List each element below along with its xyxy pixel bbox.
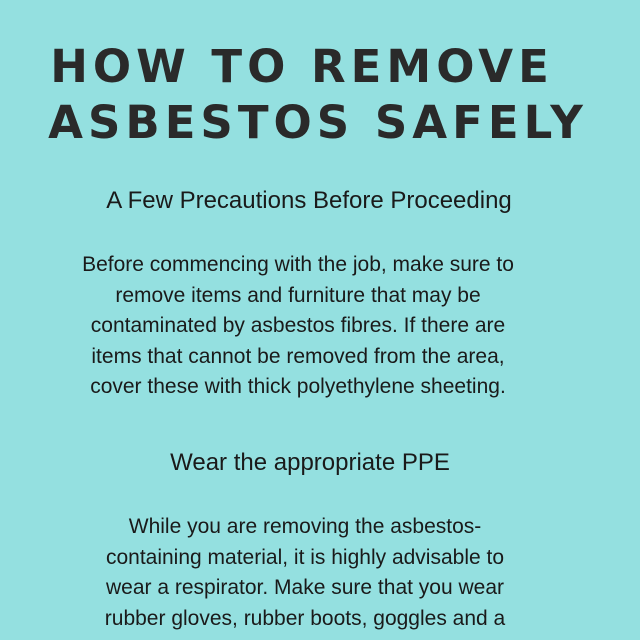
paragraph-line: While you are removing the asbestos-: [128, 515, 482, 538]
paragraph-line: cover these with thick polyethylene sheeting.: [90, 375, 506, 399]
ppe-paragraph: [0, 512, 625, 634]
section-heading-precautions: A Few Precautions Before Proceeding: [106, 187, 512, 214]
paragraph-line: items that cannot be removed from the area,: [91, 344, 505, 368]
precautions-paragraph: [0, 250, 618, 403]
paragraph-line: rubber gloves, rubber boots, goggles and a: [104, 606, 506, 630]
paragraph-line: remove items and furniture that may be: [115, 283, 481, 307]
page-title-line-2: ASBESTOS SAFELY: [48, 96, 588, 149]
section-heading-ppe: Wear the appropriate PPE: [170, 449, 450, 476]
page-title-line-1: HOW TO REMOVE: [50, 40, 554, 93]
paragraph-line: wear a respirator. Make sure that you wear: [105, 576, 504, 600]
paragraph-line: containing material, it is highly advisable to: [105, 545, 505, 569]
paragraph-line: Before commencing with the job, make sure to: [82, 253, 514, 276]
paragraph-line: contaminated by asbestos fibres. If there are: [90, 314, 506, 338]
